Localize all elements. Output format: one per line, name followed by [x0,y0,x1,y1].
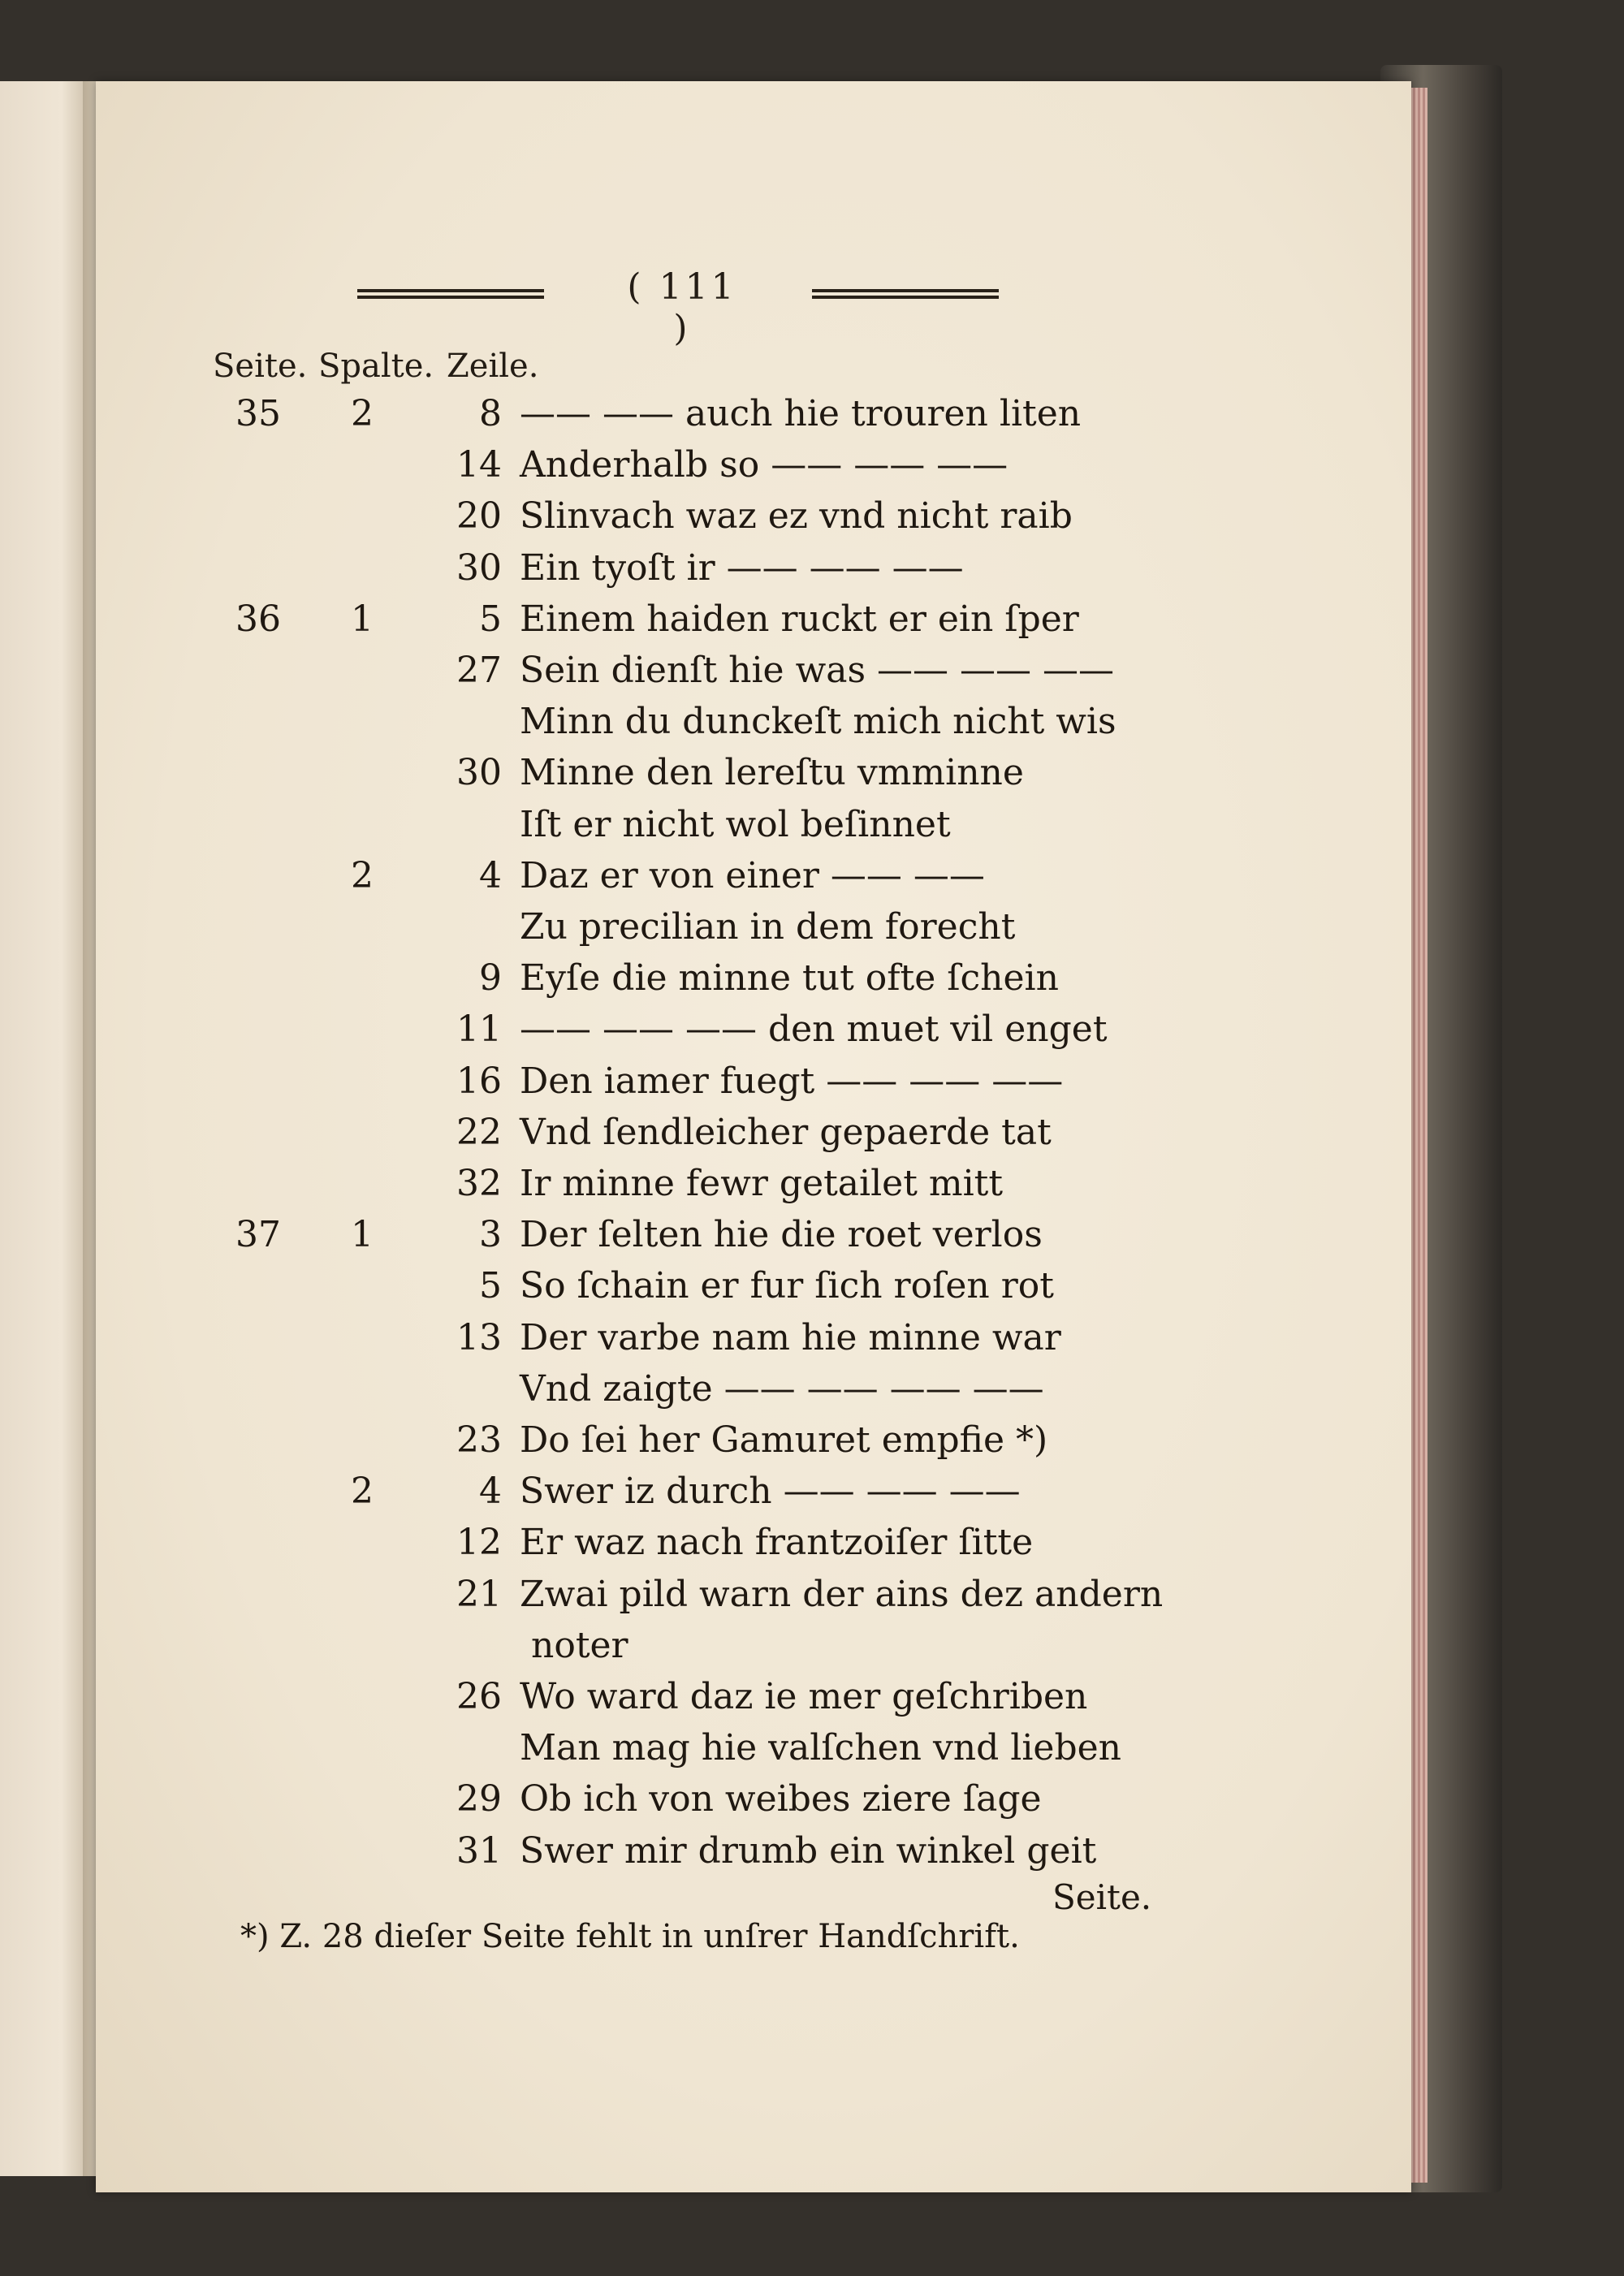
table-row [0,495,1397,541]
cell-zeile: 14 [456,444,502,486]
column-headers [213,348,700,396]
cell-text: Zu precilian in dem forecht [520,906,1016,948]
column-header-zeile: Zeile. [447,348,539,385]
footnote: *) Z. 28 dieſer Seite fehlt in unſrer Handſchrift. [240,1918,1020,1955]
cell-text: Swer mir drumb ein winkel geit [520,1830,1097,1872]
cell-text: —— —— auch hie trouren liten [520,393,1082,434]
table-row [0,804,1397,849]
table-row [0,1830,1397,1876]
cell-seite: 37 [235,1214,281,1255]
cell-spalte: 2 [351,1471,374,1512]
table-row [0,957,1397,1003]
header-rule-right [812,289,999,299]
table-row [0,547,1397,593]
cell-text: Vnd ſendleicher gepaerde tat [520,1112,1052,1153]
table-row [0,1265,1397,1311]
table-row [0,752,1397,797]
cell-zeile: 4 [479,855,502,896]
cell-zeile: 32 [456,1163,502,1204]
cell-zeile: 16 [456,1060,502,1102]
header-rule-left [357,289,544,299]
cell-text: Ein tyoſt ir —— —— —— [520,547,964,589]
cell-zeile: 20 [456,495,502,537]
cell-text: Eyſe die minne tut ofte ſchein [520,957,1059,999]
table-row [0,1625,1397,1670]
table-row [0,444,1397,490]
column-header-spalte: Spalte. [318,348,434,385]
cell-zeile: 12 [456,1522,502,1563]
cell-seite: 36 [235,598,281,640]
table-row [0,1317,1397,1363]
table-row [0,1419,1397,1465]
table-row [0,1008,1397,1054]
cell-text: Der varbe nam hie minne war [520,1317,1061,1358]
cell-text: Daz er von einer —— —— [520,855,985,896]
cell-text: Sein dienſt hie was —— —— —— [520,650,1115,691]
cell-text: Slinvach waz ez vnd nicht raib [520,495,1073,537]
cell-text: Man mag hie valſchen vnd lieben [520,1727,1122,1769]
cell-zeile: 9 [479,957,502,999]
cell-zeile: 26 [456,1676,502,1717]
cell-text: Minne den lereſtu vmminne [520,752,1024,793]
cell-zeile: 30 [456,752,502,793]
cell-zeile: 30 [456,547,502,589]
cell-zeile: 23 [456,1419,502,1461]
cell-zeile: 4 [479,1471,502,1512]
cell-text: So ſchain er fur ſich roſen rot [520,1265,1054,1306]
table-row [0,393,1397,438]
cell-text: Einem haiden ruckt er ein ſper [520,598,1079,640]
cell-zeile: 13 [456,1317,502,1358]
cell-zeile: 27 [456,650,502,691]
column-header-seite: Seite. [213,348,308,385]
cell-text: Wo ward daz ie mer geſchriben [520,1676,1088,1717]
cell-seite: 35 [235,393,281,434]
table-row [0,1060,1397,1106]
cell-text: Minn du dunckeſt mich nicht wis [520,701,1116,742]
table-row [0,1214,1397,1259]
cell-spalte: 2 [351,393,374,434]
page-header [357,266,1007,349]
table-row [0,1778,1397,1824]
table-row [0,598,1397,644]
cell-text: Iſt er nicht wol beſinnet [520,804,951,845]
cell-text: noter [531,1625,628,1666]
cell-zeile: 11 [456,1008,502,1050]
cell-text: Er waz nach frantzoiſer ſitte [520,1522,1034,1563]
continuation-word: Seite. [1052,1877,1152,1917]
table-row [0,1112,1397,1157]
cell-zeile: 8 [479,393,502,434]
cell-text: Anderhalb so —— —— —— [520,444,1009,486]
table-row [0,1522,1397,1567]
table-row [0,1574,1397,1619]
cell-zeile: 21 [456,1574,502,1615]
cell-spalte: 1 [351,1214,374,1255]
cell-zeile: 3 [479,1214,502,1255]
cell-text: Vnd zaigte —— —— —— —— [520,1368,1044,1410]
table-row [0,855,1397,900]
table-row [0,650,1397,695]
table-row [0,1163,1397,1208]
cell-text: Ir minne fewr getailet mitt [520,1163,1004,1204]
cell-spalte: 2 [351,855,374,896]
cell-zeile: 5 [479,598,502,640]
cell-zeile: 22 [456,1112,502,1153]
table-row [0,906,1397,952]
cell-text: Zwai pild warn der ains dez andern [520,1574,1164,1615]
cell-zeile: 5 [479,1265,502,1306]
table-row [0,1676,1397,1721]
cell-text: Do ſei her Gamuret empfie *) [520,1419,1048,1461]
cell-text: Den iamer fuegt —— —— —— [520,1060,1064,1102]
cell-text: Swer iz durch —— —— —— [520,1471,1021,1512]
cell-text: Ob ich von weibes ziere ſage [520,1778,1042,1820]
table-row [0,1727,1397,1773]
table-row [0,1471,1397,1516]
cell-text: —— —— —— den muet vil enget [520,1008,1108,1050]
cell-zeile: 31 [456,1830,502,1872]
table-row [0,1368,1397,1414]
cell-zeile: 29 [456,1778,502,1820]
cell-text: Der ſelten hie die roet verlos [520,1214,1043,1255]
table-row [0,701,1397,746]
cell-spalte: 1 [351,598,374,640]
page-number: ( 111 ) [627,266,737,349]
